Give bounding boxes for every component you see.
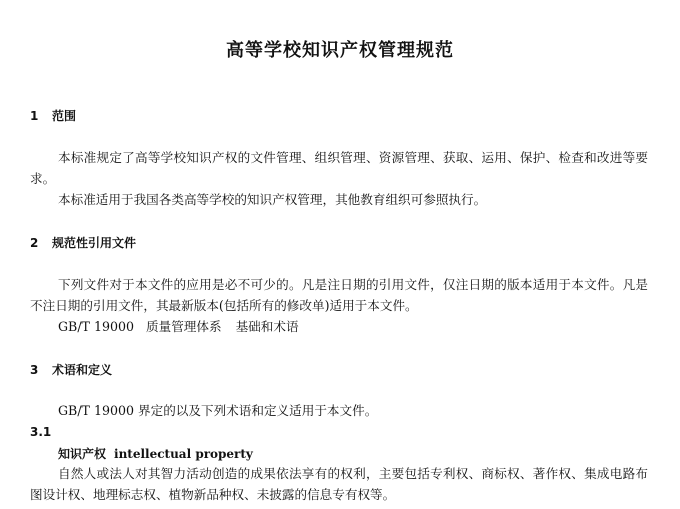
section-1-paragraph-2: 本标准适用于我国各类高等学校的知识产权管理，其他教育组织可参照执行。: [58, 192, 487, 207]
reference-code: GB/T 19000: [58, 319, 135, 334]
section-2-paragraph-1: 下列文件对于本文件的应用是必不可少的。凡是注日期的引用文件，仅注日期的版本适用于本文件。凡是不注日期的引用文件，其最新版本(包括所有的修改单)适用于本文件。: [30, 277, 648, 313]
section-1-number: 1: [30, 109, 39, 123]
section-2-heading: [30, 234, 136, 251]
term-3-1-definition: 自然人或法人对其智力活动创造的成果依法享有的权利，主要包括专利权、商标权、著作权、集成电路布图设计权、地理标志权、植物新品种权、未披露的信息专有权等。: [30, 466, 648, 502]
section-3-heading: [30, 361, 112, 378]
term-3-1-heading: [58, 445, 253, 462]
term-3-1-zh: 知识产权: [58, 447, 107, 461]
document-title: 高等学校知识产权管理规范: [226, 40, 454, 61]
section-3-title: 术语和定义: [52, 363, 113, 377]
section-1-heading: [30, 107, 76, 124]
term-3-1-number: 3.1: [30, 425, 52, 439]
section-1-title: 范围: [52, 109, 77, 123]
section-3-number: 3: [30, 363, 39, 377]
section-3-paragraph-1: GB/T 19000 界定的以及下列术语和定义适用于本文件。: [58, 403, 378, 418]
section-1-paragraph-1: 本标准规定了高等学校知识产权的文件管理、组织管理、资源管理、获取、运用、保护、检查和改进等要求。: [30, 150, 648, 186]
reference-title-a: 质量管理体系: [146, 319, 222, 334]
section-2-number: 2: [30, 236, 39, 250]
section-2-title: 规范性引用文件: [52, 236, 137, 250]
term-3-1-en: intellectual property: [114, 447, 253, 461]
normative-reference: [58, 316, 299, 337]
reference-title-b: 基础和术语: [235, 319, 299, 334]
